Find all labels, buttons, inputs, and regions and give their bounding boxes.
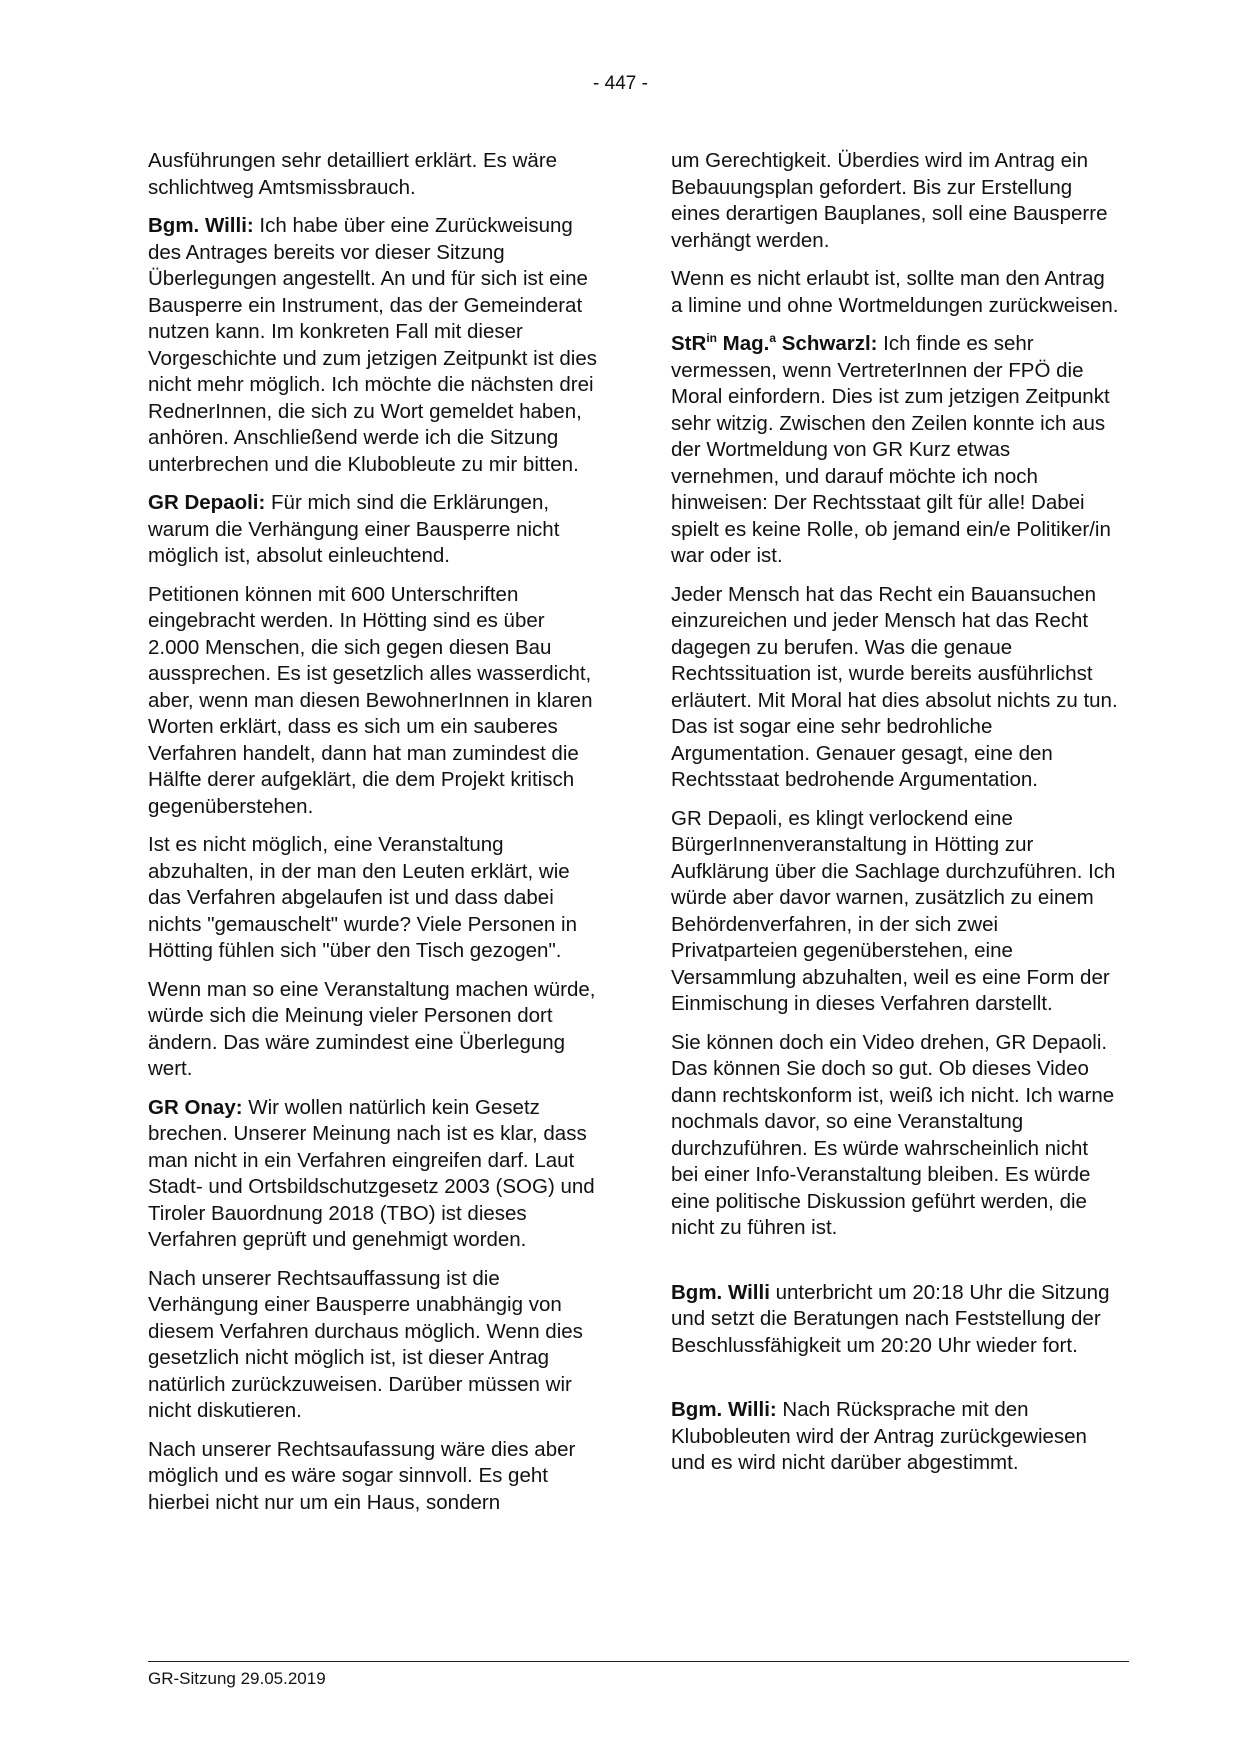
paragraph: Sie können doch ein Video drehen, GR Depaoli. Das können Sie doch so gut. Ob dieses Video dann rechtskonform ist, weiß ich nicht. Ich warne nochmals davor, so eine Veranstaltung durchzuführen. Es würde wahrscheinlich nicht bei einer Info-Veranstaltung bleiben. Es würde eine politische Diskussion geführt werden, die nicht zu führen ist. — [671, 1030, 1115, 1239]
speech-paragraph — [671, 331, 1121, 570]
paragraph: Ist es nicht möglich, eine Veranstaltung abzuhalten, in der man den Leuten erklärt, wie das Verfahren abgelaufen ist und dass dabei nichts "gemauschelt" wurde? Viele Personen in Hötting fühlen sich "über den Tisch gezogen". — [148, 833, 577, 962]
footer-session-date: GR-Sitzung 29.05.2019 — [148, 1669, 326, 1688]
footer-divider — [148, 1661, 1129, 1662]
speaker-name — [671, 332, 877, 355]
speaker-name: GR Onay: — [148, 1095, 243, 1119]
left-column — [148, 148, 598, 1528]
speaker-title: StR — [671, 332, 707, 355]
speaker-name: GR Depaoli: — [148, 491, 266, 514]
speech-paragraph — [671, 1397, 1121, 1477]
speech-paragraph — [148, 213, 598, 478]
speech-text: Nach Rücksprache mit den Klubobleuten wird der Antrag zurückgewiesen und es wird nicht darüber abgestimmt. — [671, 1398, 1087, 1474]
paragraph: Wenn es nicht erlaubt ist, sollte man den Antrag a limine und ohne Wortmeldungen zurückweisen. — [671, 267, 1119, 317]
speaker-name: Bgm. Willi — [671, 1280, 770, 1304]
paragraph: Petitionen können mit 600 Unterschriften eingebracht werden. In Hötting sind es über 2.000 Menschen, die sich gegen diesen Bau aussprechen. Es ist gesetzlich alles wasserdicht, aber, wenn man diesen BewohnerInnen in klaren Worten erklärt, dass es sich um ein sauberes Verfahren handelt, dann hat man zumindest die Hälfte derer aufgeklärt, die dem Projekt kritisch gegenüberstehen. — [148, 582, 593, 818]
speech-text: Ich finde es sehr vermessen, wenn VertreterInnen der FPÖ die Moral einfordern. Dies ist zum jetzigen Zeitpunkt sehr witzig. Zwischen den Zeilen konnte ich aus der Wortmeldung von GR Kurz etwas vernehmen, und darauf möchte ich noch hinweisen: Der Rechtsstaat gilt für alle! Dabei spielt es keine Rolle, ob jemand ein/e Politiker/in war oder ist. — [671, 332, 1111, 567]
speech-text: Ich habe über eine Zurückweisung des Antrages bereits vor dieser Sitzung Überlegungen angestellt. An und für sich ist eine Bausperre ein Instrument, das der Gemeinderat nutzen kann. Im konkreten Fall mit dieser Vorgeschichte und zum jetzigen Zeitpunkt ist dies nicht mehr möglich. Ich möchte die nächsten drei RednerInnen, die sich zu Wort gemeldet haben, anhören. Anschließend werde ich die Sitzung unterbrechen und die Klubobleute zu mir bitten. — [148, 214, 597, 476]
speaker-surname: Schwarzl: — [776, 332, 878, 355]
speech-text: Wir wollen natürlich kein Gesetz brechen. Unserer Meinung nach ist es klar, dass man nicht in ein Verfahren eingreifen darf. Laut Stadt- und Ortsbildschutzgesetz 2003 (SOG) und Tiroler Bauordnung 2018 (TBO) ist dieses Verfahren geprüft und genehmigt worden. — [148, 1095, 595, 1251]
speaker-title-superscript: in — [706, 331, 717, 345]
speaker-degree-superscript: a — [769, 331, 777, 345]
paragraph: Ausführungen sehr detailliert erklärt. Es wäre schlichtweg Amtsmissbrauch. — [148, 149, 558, 199]
paragraph: Nach unserer Rechtsauffassung ist die Verhängung einer Bausperre unabhängig von diesem Verfahren durchaus möglich. Wenn dies gesetzlich nicht möglich ist, ist dieser Antrag natürlich zurückzuweisen. Darüber müssen wir nicht diskutieren. — [148, 1266, 583, 1422]
paragraph: Wenn man so eine Veranstaltung machen würde, würde sich die Meinung vieler Personen dort ändern. Das wäre zumindest eine Überlegung wert. — [148, 977, 596, 1080]
speaker-name: Bgm. Willi: — [148, 214, 254, 237]
paragraph: um Gerechtigkeit. Überdies wird im Antrag ein Bebauungsplan gefordert. Bis zur Erstellung eines derartigen Bauplanes, soll eine Bausperre verhängt werden. — [671, 149, 1108, 252]
speech-paragraph — [148, 1095, 598, 1254]
speech-text: Für mich sind die Erklärungen, warum die Verhängung einer Bausperre nicht möglich ist, absolut einleuchtend. — [148, 491, 560, 567]
right-column — [671, 148, 1121, 1489]
paragraph: Jeder Mensch hat das Recht ein Bauansuchen einzureichen und jeder Mensch hat das Recht dagegen zu berufen. Was die genaue Rechtssituation ist, wurde bereits ausführlichst erläutert. Mit Moral hat dies absolut nichts zu tun. Das ist sogar eine sehr bedrohliche Argumentation. Genauer gesagt, eine den Rechtsstaat bedrohende Argumentation. — [671, 582, 1118, 791]
speech-paragraph — [148, 490, 598, 570]
paragraph: Nach unserer Rechtsaufassung wäre dies aber möglich und es wäre sogar sinnvoll. Es geht hierbei nicht nur um ein Haus, sondern — [148, 1437, 576, 1514]
speaker-degree: Mag. — [716, 332, 770, 355]
paragraph: GR Depaoli, es klingt verlockend eine BürgerInnenveranstaltung in Hötting zur Aufklärung über die Sachlage durchzuführen. Ich würde aber davor warnen, zusätzlich zu einem Behördenverfahren, in der sich zwei Privatparteien gegenüberstehen, eine Versammlung abzuhalten, weil es eine Form der Einmischung in dieses Verfahren darstellt. — [671, 806, 1116, 1015]
page-number: - 447 - — [593, 73, 648, 94]
procedural-note — [671, 1280, 1121, 1360]
speaker-name: Bgm. Willi: — [671, 1398, 777, 1421]
note-text: unterbricht um 20:18 Uhr die Sitzung und setzt die Beratungen nach Feststellung der Beschlussfähigkeit um 20:20 Uhr wieder fort. — [671, 1280, 1110, 1357]
